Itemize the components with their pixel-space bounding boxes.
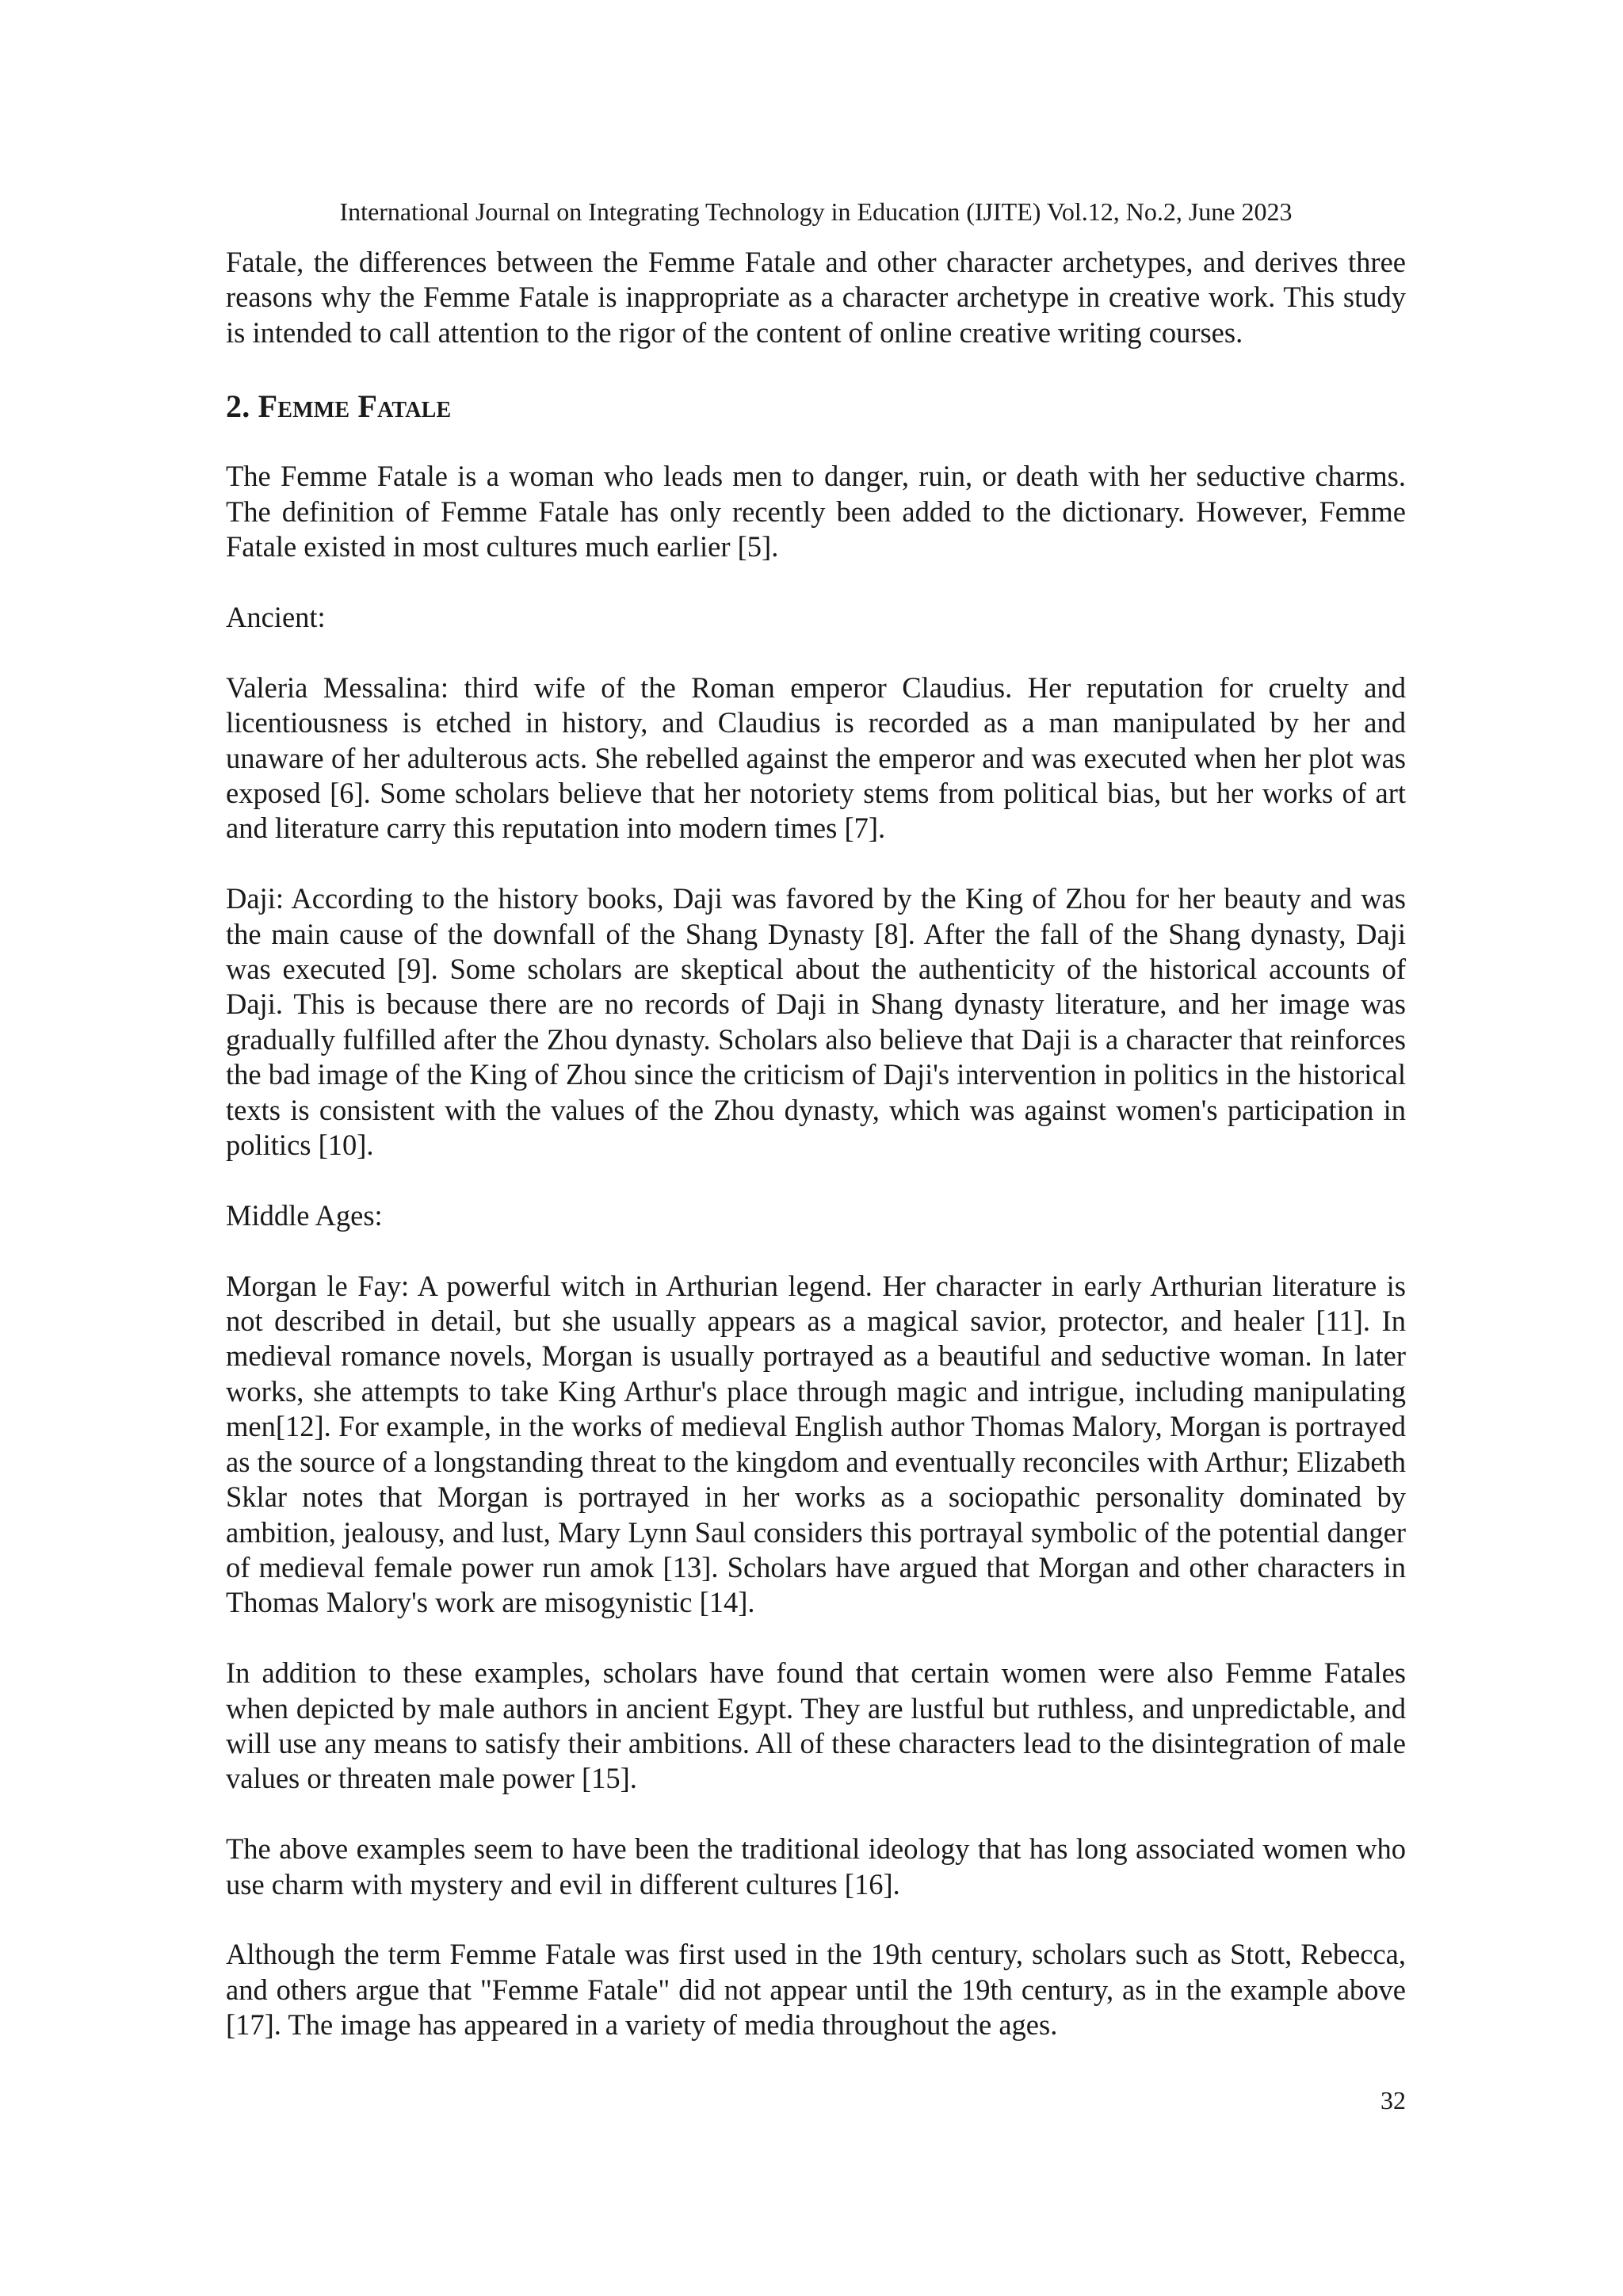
section-heading: 2. Femme Fatale	[226, 388, 452, 424]
paragraph-term-history: Although the term Femme Fatale was first used in the 19th century, scholars such as Stott, Rebecca, and others argue that "Femme Fatale" did not appear until the 19th century, as in the example above [17]. The image has appeared in a variety of media throughout the ages.	[226, 1938, 1406, 2042]
journal-running-header: International Journal on Integrating Technology in Education (IJITE) Vol.12, No.2, June 2023	[339, 197, 1293, 226]
article-body	[226, 245, 1406, 2078]
paragraph-egypt: In addition to these examples, scholars have found that certain women were also Femme Fatales when depicted by male authors in ancient Egypt. They are lustful but ruthless, and unpredictable, and will use any means to satisfy their ambitions. All of these characters lead to the disintegration of male values or threaten male power [15].	[226, 1656, 1406, 1795]
paragraph-daji: Daji: According to the history books, Daji was favored by the King of Zhou for her beauty and was the main cause of the downfall of the Shang Dynasty [8]. After the fall of the Shang dynasty, Daji was executed [9]. Some scholars are skeptical about the authenticity of the historical accounts of Daji. This is because there are no records of Daji in Shang dynasty literature, and her image was gradually fulfilled after the Zhou dynasty. Scholars also believe that Daji is a character that reinforces the bad image of the King of Zhou since the criticism of Daji's intervention in politics in the historical texts is consistent with the values of the Zhou dynasty, which was against women's participation in politics [10].	[226, 882, 1406, 1162]
intro-paragraph: Fatale, the differences between the Femme Fatale and other character archetypes, and derives three reasons why the Femme Fatale is inappropriate as a character archetype in creative work. This study is intended to call attention to the rigor of the content of online creative writing courses.	[226, 246, 1406, 349]
paragraph-definition: The Femme Fatale is a woman who leads men to danger, ruin, or death with her seductive charms. The definition of Femme Fatale has only recently been added to the dictionary. However, Femme Fatale existed in most cultures much earlier [5].	[226, 460, 1406, 563]
paragraph-morgan: Morgan le Fay: A powerful witch in Arthurian legend. Her character in early Arthurian literature is not described in detail, but she usually appears as a magical savior, protector, and healer [11]. In medieval romance novels, Morgan is usually portrayed as a beautiful and seductive woman. In later works, she attempts to take King Arthur's place through magic and intrigue, including manipulating men[12]. For example, in the works of medieval English author Thomas Malory, Morgan is portrayed as the source of a longstanding threat to the kingdom and eventually reconciles with Arthur; Elizabeth Sklar notes that Morgan is portrayed in her works as a sociopathic personality dominated by ambition, jealousy, and lust, Mary Lynn Saul considers this portrayal symbolic of the potential danger of medieval female power run amok [13]. Scholars have argued that Morgan and other characters in Thomas Malory's work are misogynistic [14].	[226, 1269, 1406, 1619]
paragraph-messalina: Valeria Messalina: third wife of the Roman emperor Claudius. Her reputation for cruelty and licentiousness is etched in history, and Claudius is recorded as a man manipulated by her and unaware of her adulterous acts. She rebelled against the emperor and was executed when her plot was exposed [6]. Some scholars believe that her notoriety stems from political bias, but her works of art and literature carry this reputation into modern times [7].	[226, 670, 1406, 845]
paragraph-ideology: The above examples seem to have been the traditional ideology that has long associated women who use charm with mystery and evil in different cultures [16].	[226, 1832, 1406, 1901]
page-number: 32	[1381, 2086, 1406, 2115]
era-label-ancient: Ancient:	[226, 601, 326, 634]
era-label-middle-ages: Middle Ages:	[226, 1198, 383, 1232]
